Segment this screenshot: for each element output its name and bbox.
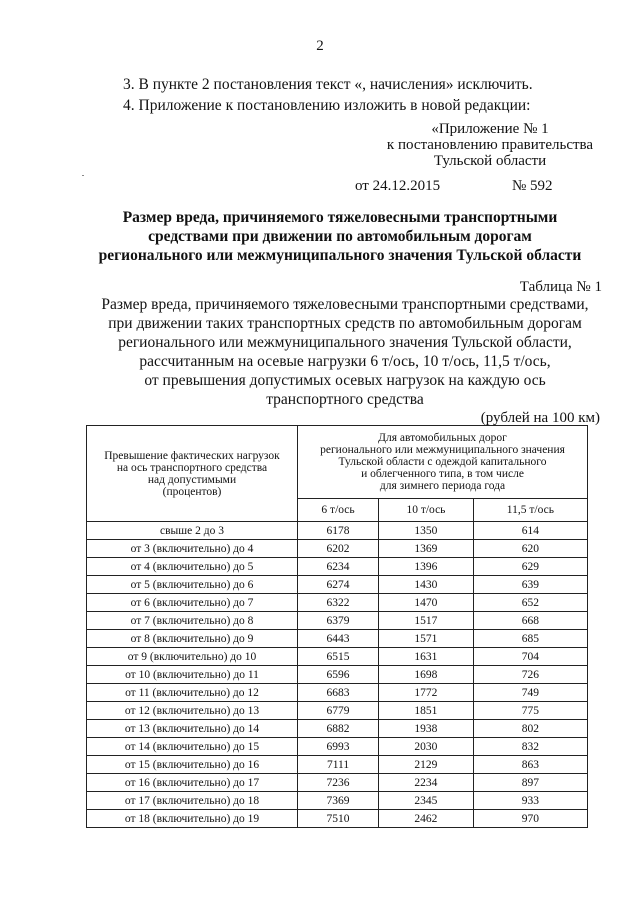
row-value-cell: 933: [473, 792, 587, 810]
left-header-line: (процентов): [162, 485, 222, 498]
table-body: [87, 522, 588, 828]
table-row: [87, 810, 588, 828]
table-row: [87, 540, 588, 558]
row-value-cell: 685: [473, 630, 587, 648]
group-header-line: и облегченного типа, в том числе: [361, 468, 524, 480]
row-value-cell: 6178: [298, 522, 379, 540]
row-value-cell: 7510: [298, 810, 379, 828]
table-row: [87, 792, 588, 810]
row-value-cell: 2030: [379, 738, 474, 756]
appendix-number: № 592: [512, 178, 553, 194]
appendix-date: от 24.12.2015: [355, 178, 441, 194]
row-value-cell: 6993: [298, 738, 379, 756]
row-value-cell: 1772: [379, 684, 474, 702]
table-caption-line-1: Размер вреда, причиняемого тяжеловесными транспортными средствами,: [101, 296, 589, 313]
document-title-line-2: средствами при движении по автомобильным дорогам: [148, 228, 532, 245]
row-value-cell: 6882: [298, 720, 379, 738]
row-value-cell: 7369: [298, 792, 379, 810]
row-range-cell: от 4 (включительно) до 5: [87, 558, 298, 576]
group-header-line: Тульской области с одеждой капитального: [338, 456, 547, 468]
row-range-cell: от 3 (включительно) до 4: [87, 540, 298, 558]
table-row: [87, 774, 588, 792]
group-header-line: для зимнего периода года: [379, 480, 506, 492]
item-4: 4. Приложение к постановлению изложить в новой редакции:: [123, 97, 531, 114]
row-value-cell: 1571: [379, 630, 474, 648]
table-row: [87, 630, 588, 648]
row-value-cell: 1517: [379, 612, 474, 630]
item-3: 3. В пункте 2 постановления текст «, начисления» исключить.: [123, 76, 533, 93]
row-value-cell: 832: [473, 738, 587, 756]
row-value-cell: 668: [473, 612, 587, 630]
row-value-cell: 614: [473, 522, 587, 540]
row-value-cell: 1350: [379, 522, 474, 540]
margin-mark: [82, 175, 84, 176]
row-value-cell: 1430: [379, 576, 474, 594]
units-note: (рублей на 100 км): [480, 410, 600, 426]
group-header-line: регионального или межмуниципального значения: [320, 444, 565, 456]
row-range-cell: от 14 (включительно) до 15: [87, 738, 298, 756]
column-header-6: 6 т/ось: [298, 499, 379, 522]
table-caption-line-4: рассчитанным на осевые нагрузки 6 т/ось, 10 т/ось, 11,5 т/ось,: [139, 353, 551, 370]
group-header-line: Для автомобильных дорог: [378, 432, 507, 444]
row-value-cell: 1851: [379, 702, 474, 720]
group-header-cell: [298, 426, 588, 499]
row-range-cell: от 5 (включительно) до 6: [87, 576, 298, 594]
row-range-cell: от 7 (включительно) до 8: [87, 612, 298, 630]
row-value-cell: 2345: [379, 792, 474, 810]
row-value-cell: 1631: [379, 648, 474, 666]
row-value-cell: 6596: [298, 666, 379, 684]
row-value-cell: 6683: [298, 684, 379, 702]
row-value-cell: 1938: [379, 720, 474, 738]
table-label: Таблица № 1: [519, 279, 602, 295]
row-range-cell: от 10 (включительно) до 11: [87, 666, 298, 684]
row-value-cell: 6274: [298, 576, 379, 594]
document-title-line-3: регионального или межмуниципального значения Тульской области: [98, 247, 582, 264]
table-caption-line-2: при движении таких транспортных средств по автомобильным дорогам: [108, 315, 582, 332]
table-row: [87, 738, 588, 756]
row-value-cell: 1396: [379, 558, 474, 576]
row-value-cell: 897: [473, 774, 587, 792]
table-row: [87, 756, 588, 774]
damage-table: [86, 425, 588, 828]
row-value-cell: 639: [473, 576, 587, 594]
row-value-cell: 6515: [298, 648, 379, 666]
table-row: [87, 684, 588, 702]
row-range-cell: от 15 (включительно) до 16: [87, 756, 298, 774]
row-value-cell: 1698: [379, 666, 474, 684]
table-caption-line-3: регионального или межмуниципального значения Тульской области,: [118, 334, 572, 351]
table-row: [87, 666, 588, 684]
left-header-cell: [87, 426, 298, 522]
table-row: [87, 612, 588, 630]
row-value-cell: 749: [473, 684, 587, 702]
row-value-cell: 2234: [379, 774, 474, 792]
row-value-cell: 863: [473, 756, 587, 774]
column-header-10: 10 т/ось: [379, 499, 474, 522]
row-range-cell: от 8 (включительно) до 9: [87, 630, 298, 648]
table-header-row: [87, 426, 588, 499]
document-title-line-1: Размер вреда, причиняемого тяжеловесными транспортными: [122, 209, 558, 226]
row-range-cell: от 13 (включительно) до 14: [87, 720, 298, 738]
row-value-cell: 775: [473, 702, 587, 720]
column-header-11-5: 11,5 т/ось: [473, 499, 587, 522]
table-caption-line-6: транспортного средства: [266, 391, 424, 408]
row-value-cell: 652: [473, 594, 587, 612]
row-value-cell: 629: [473, 558, 587, 576]
row-value-cell: 7111: [298, 756, 379, 774]
left-header-line: над допустимыми: [147, 473, 237, 486]
row-value-cell: 6322: [298, 594, 379, 612]
row-value-cell: 704: [473, 648, 587, 666]
row-value-cell: 6443: [298, 630, 379, 648]
row-value-cell: 620: [473, 540, 587, 558]
row-value-cell: 1369: [379, 540, 474, 558]
row-range-cell: свыше 2 до 3: [87, 522, 298, 540]
appendix-line-2: к постановлению правительства: [386, 137, 594, 153]
left-header-line: на ось транспортного средства: [116, 461, 268, 474]
table-row: [87, 702, 588, 720]
row-range-cell: от 12 (включительно) до 13: [87, 702, 298, 720]
row-range-cell: от 9 (включительно) до 10: [87, 648, 298, 666]
left-header-line: Превышение фактических нагрузок: [104, 449, 280, 462]
row-value-cell: 970: [473, 810, 587, 828]
row-value-cell: 6202: [298, 540, 379, 558]
row-value-cell: 802: [473, 720, 587, 738]
row-range-cell: от 18 (включительно) до 19: [87, 810, 298, 828]
appendix-line-1: «Приложение № 1: [431, 121, 549, 137]
row-range-cell: от 11 (включительно) до 12: [87, 684, 298, 702]
table-row: [87, 720, 588, 738]
row-value-cell: 1470: [379, 594, 474, 612]
table-row: [87, 594, 588, 612]
row-value-cell: 6234: [298, 558, 379, 576]
row-range-cell: от 17 (включительно) до 18: [87, 792, 298, 810]
appendix-line-3: Тульской области: [433, 153, 547, 169]
row-value-cell: 2129: [379, 756, 474, 774]
row-range-cell: от 6 (включительно) до 7: [87, 594, 298, 612]
table-caption-line-5: от превышения допустимых осевых нагрузок на каждую ось: [144, 372, 546, 389]
table-row: [87, 522, 588, 540]
table-row: [87, 648, 588, 666]
table-row: [87, 558, 588, 576]
row-value-cell: 6379: [298, 612, 379, 630]
row-value-cell: 2462: [379, 810, 474, 828]
row-value-cell: 7236: [298, 774, 379, 792]
row-value-cell: 726: [473, 666, 587, 684]
row-range-cell: от 16 (включительно) до 17: [87, 774, 298, 792]
table-row: [87, 576, 588, 594]
page-number: 2: [316, 38, 324, 54]
row-value-cell: 6779: [298, 702, 379, 720]
